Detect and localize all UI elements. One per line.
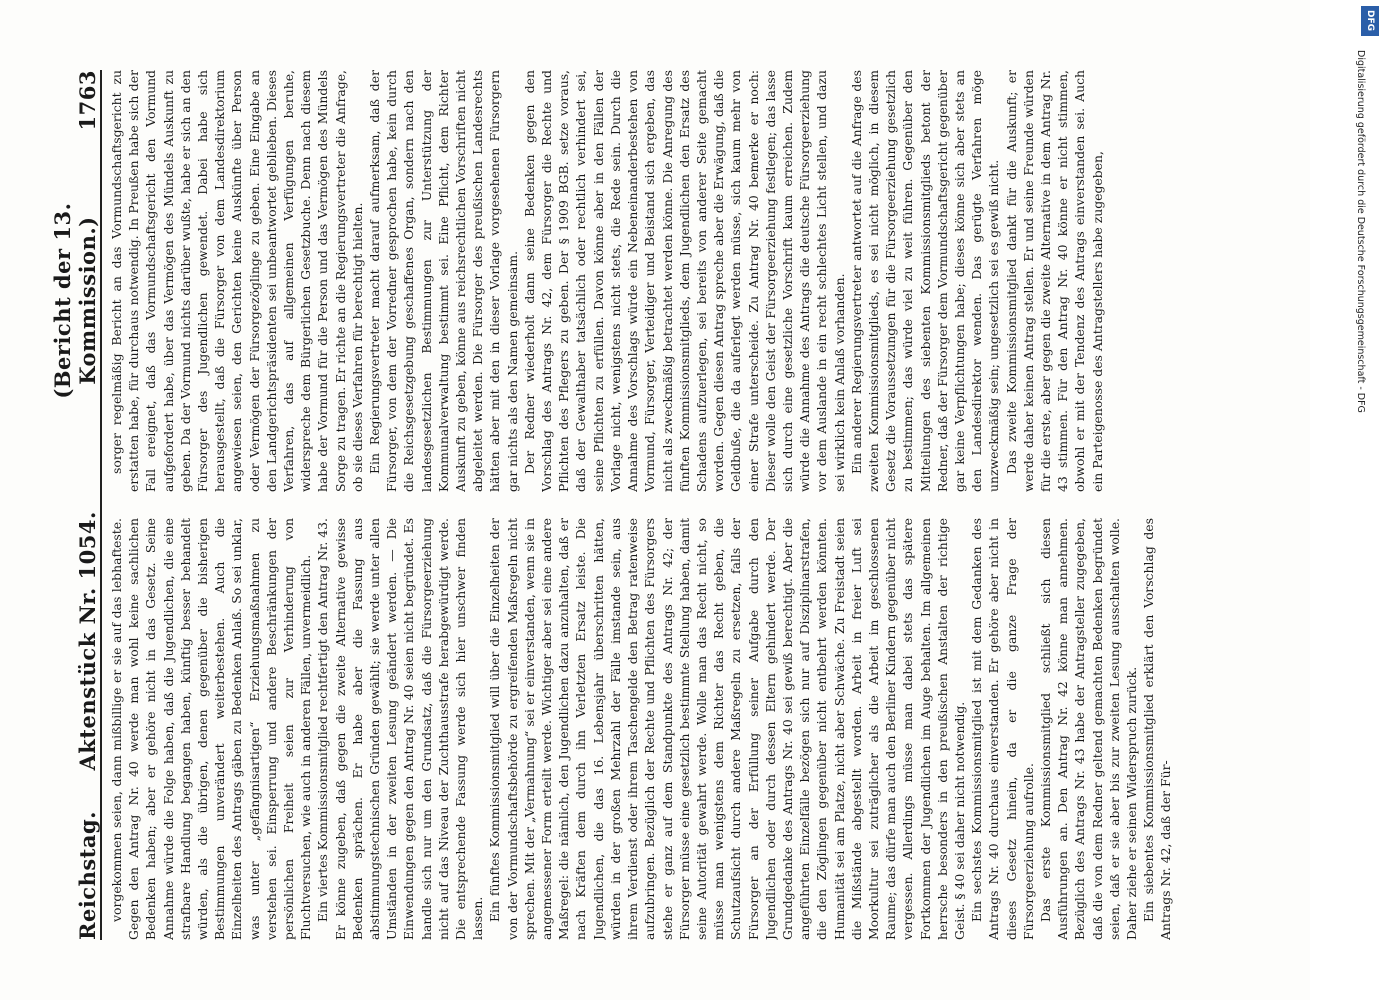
page-header (50, 70, 102, 940)
side-credit-text: Digitalisierung gefördert durch die Deutsche Forschungsgemeinschaft - DFG (1355, 50, 1366, 413)
paragraph: Das zweite Kommissionsmitglied dankt für die Auskunft; er werde daher keinen Antrag stellen. Er und seine Freunde würden für die erste, aber gegen die zweite Alternative in dem Antrag Nr. 43 stimmen. Für den Antrag Nr. 40 könne er nicht stimmen, obwohl er mit der Tendenz des Antrags einverstanden sei. Auch ein Parteigenosse des Antragstellers habe zugegeben, (1003, 70, 1105, 492)
paragraph: Ein anderer Regierungsvertreter antwortet auf die Anfrage des zweiten Kommissionsmitglieds, es sei nicht möglich, in diesem Gesetz die Voraussetzungen für die Fürsorgeerziehung gesetzlich zu bestimmen; das würde viel zu weit führen. Gegenüber den Mitteilungen des siebenten Kommissionsmitglieds betont der Redner, daß der Fürsorger dem Vormundschaftsgericht gegenüber gar keine Verpflichtungen habe; dieses könne sich aber stets an den Landesdirektor wenden. Das gerügte Verfahren möge unzweckmäßig sein; ungesetzlich sei es gewiß nicht. (848, 70, 1002, 492)
paragraph: vorgekommen seien, dann mißbillige er sie auf das lebhafteste. Gegen den Antrag Nr. 40 werde man wohl keine sachlichen Bedenken haben; aber er gehöre nicht in das Gesetz. Seine Annahme würde die Folge haben, daß die Jugendlichen, die eine strafbare Handlung begangen haben, künftig besser behandelt würden, als die übrigen, denen gegenüber die bisherigen Bestimmungen unverändert weiterbestehen. Auch die Einzelheiten des Antrags gäben zu Bedenken Anlaß. So sei unklar, was unter „gefängnisartigen“ Erziehungsmaßnahmen zu verstehen sei. Einsperrung und andere Beschränkungen der persönlichen Freiheit seien zur Verhinderung von Fluchtversuchen, wie auch in anderen Fällen, unvermeidlich. (109, 518, 314, 940)
text-columns (108, 70, 1290, 940)
paragraph: Ein viertes Kommissionsmitglied rechtfertigt den Antrag Nr. 43. Er könne zugeben, daß gegen die zweite Alternative gewisse Bedenken sprächen. Er habe aber die Fassung aus abstimmungstechnischen Gründen gewählt; sie werde unter allen Umständen in der zweiten Lesung geändert werden. — Die Einwendungen gegen den Antrag Nr. 40 seien nicht begründet. Es handle sich nur um den Grundsatz, daß die Fürsorgeerziehung nicht auf das Niveau der Zuchthausstrafe herabgewürdigt werde. Die entsprechende Fassung werde sich hier unschwer finden lassen. (315, 518, 486, 940)
paragraph: Der Redner wiederholt dann seine Bedenken gegen den Vorschlag des Antrags Nr. 42, dem Fürsorger die Rechte und Pflichten des Pflegers zu geben. Der § 1909 BGB. setze voraus, daß der Gewalthaber tatsächlich oder rechtlich verhindert sei, seine Pflichten zu erfüllen. Davon könne aber in den Fällen der Vorlage nicht, wenigstens nicht stets, die Rede sein. Durch die Annahme des Vorschlags würde ein Nebeneinanderbestehen von Vormund, Fürsorger, Verteidiger und Beistand sich ergeben, das nicht als zweckmäßig betrachtet werden könne. Die Anregung des fünften Kommissionsmitglieds, dem Jugendlichen den Ersatz des Schadens aufzuerlegen, sei bereits von anderer Seite gemacht worden. Gegen diesen Antrag spreche aber die Erwägung, daß die Geldbuße, die da auferlegt werden müsse, sich kaum mehr von einer Strafe unterscheide. Zu Antrag Nr. 40 bemerke er noch: Dieser wolle den Geist der Fürsorgeerziehung festlegen; das lasse sich durch eine gesetzliche Vorschrift kaum erreichen. Zudem würde die Annahme des Antrags die deutsche Fürsorgeerziehung vor dem Auslande in ein recht schlechtes Licht stellen, und dazu sei wirklich kein Anlaß vorhanden. (521, 70, 847, 492)
dfg-logo: DFG (1361, 6, 1379, 36)
paragraph: sorger regelmäßig Bericht an das Vormundschaftsgericht zu erstatten habe, für durchaus notwendig. In Preußen habe sich der Fall ereignet, daß das Vormundschaftsgericht den Vormund aufgefordert habe, über das Vermögen des Mündels Auskunft zu geben. Da der Vormund nichts darüber wußte, habe er sich an den Fürsorger des Jugendlichen gewendet. Dabei habe sich herausgestellt, daß die Fürsorger von dem Landesdirektorium angewiesen seien, den Gerichten keine Auskünfte über Person oder Vermögen der Fürsorgezöglinge zu geben. Eine Eingabe an den Landgerichtspräsidenten sei unbeantwortet geblieben. Dieses Verfahren, das auf allgemeinen Verfügungen beruhe, widerspreche dem Bürgerlichen Gesetzbuche. Denn nach diesem habe der Vormund für die Person und das Vermögen des Mündels Sorge zu tragen. Er richte an die Regierungsvertreter die Anfrage, ob sie dieses Verfahren für berechtigt hielten. (109, 70, 365, 492)
side-credit (1355, 40, 1377, 960)
header-center: Aktenstück Nr. 1054. (75, 511, 100, 771)
paragraph: Ein fünftes Kommissionsmitglied will über die Einzelheiten der von der Vormundschaftsbehörde zu ergreifenden Maßregeln nicht sprechen. Mit der „Vermahnung“ sei er einverstanden, wenn sie in angemessener Form erteilt werde. Wichtiger aber sei eine andere Maßregel: die nämlich, den Jugendlichen dazu anzuhalten, daß er nach Kräften dem durch ihn Verletzten Ersatz leiste. Die Jugendlichen, die das 16. Lebensjahr überschritten hätten, würden in der großen Mehrzahl der Fälle imstande sein, aus ihrem Verdienst oder ihrem Taschengelde den Betrag ratenweise aufzubringen. Bezüglich der Rechte und Pflichten des Fürsorgers stehe er ganz auf dem Standpunkte des Antrags Nr. 42; der Fürsorger müsse eine gesetzlich bestimmte Stellung haben, damit seine Autorität gewahrt werde. Wolle man das Recht nicht, so müsse man wenigstens dem Richter das Recht geben, die Schutzaufsicht durch andere Maßregeln zu ersetzen, falls der Fürsorger an der Erfüllung seiner Aufgabe durch den Jugendlichen oder durch dessen Eltern gehindert werde. Der Grundgedanke des Antrags Nr. 40 sei gewiß berechtigt. Aber die angeführten Einzelfälle bezögen sich nur auf Disziplinarstrafen, die den Zöglingen gegenüber nicht entbehrt werden könnten. Humanität sei am Platze, nicht aber Schwäche. Zu Freistadt seien die Mißstände abgestellt worden. Arbeit in freier Luft sei Moorkultur sei zuträglicher als die Arbeit im geschlossenen Raume; das dürfe man auch den Berliner Kindern gegenüber nicht vergessen. Allerdings müsse man dabei stets das spätere Fortkommen der Jugendlichen im Auge behalten. Im allgemeinen herrsche besonders in den preußischen Anstalten der richtige Geist. § 40 sei daher nicht notwendig. (487, 518, 967, 940)
paragraph: Das erste Kommissionsmitglied schließt sich diesen Ausführungen an. Den Antrag Nr. 42 könne man annehmen. Bezüglich des Antrags Nr. 43 habe der Antragsteller zugegeben, daß die von dem Redner geltend gemachten Bedenken begründet seien, daß er sie aber bis zur zweiten Lesung ausschalten wolle. Daher ziehe er seinen Widerspruch zurück. (1037, 518, 1139, 940)
column-left (108, 518, 1290, 940)
paragraph: Ein sechstes Kommissionsmitglied ist mit dem Gedanken des Antrags Nr. 40 durchaus einverstanden. Er gehöre aber nicht in dieses Gesetz hinein, da er die ganze Frage der Fürsorgeerziehung aufrolle. (969, 518, 1036, 940)
paragraph: Ein Regierungsvertreter macht darauf aufmerksam, daß der Fürsorger, von dem der Vorredner gesprochen habe, kein durch die Reichsgesetzgebung geschaffenes Organ, sondern nach den landesgesetzlichen Bestimmungen zur Unterstützung der Kommunalverwaltung bestimmt sei. Eine Pflicht, dem Richter Auskunft zu geben, könne aus reichsrechtlichen Vorschriften nicht abgeleitet werden. Die Fürsorger des preußischen Landesrechts hätten aber mit den in dieser Vorlage vorgesehenen Fürsorgern gar nichts als den Namen gemeinsam. (367, 70, 520, 492)
header-subtitle: (Bericht der 13. Kommission.) (50, 202, 100, 399)
page-number: 1763 (75, 70, 100, 131)
paragraph: Ein siebentes Kommissionsmitglied erklärt den Vorschlag des Antrags Nr. 42, daß der Für- (1141, 518, 1174, 940)
column-right (108, 70, 1290, 492)
header-left: Reichstag. (75, 811, 100, 940)
